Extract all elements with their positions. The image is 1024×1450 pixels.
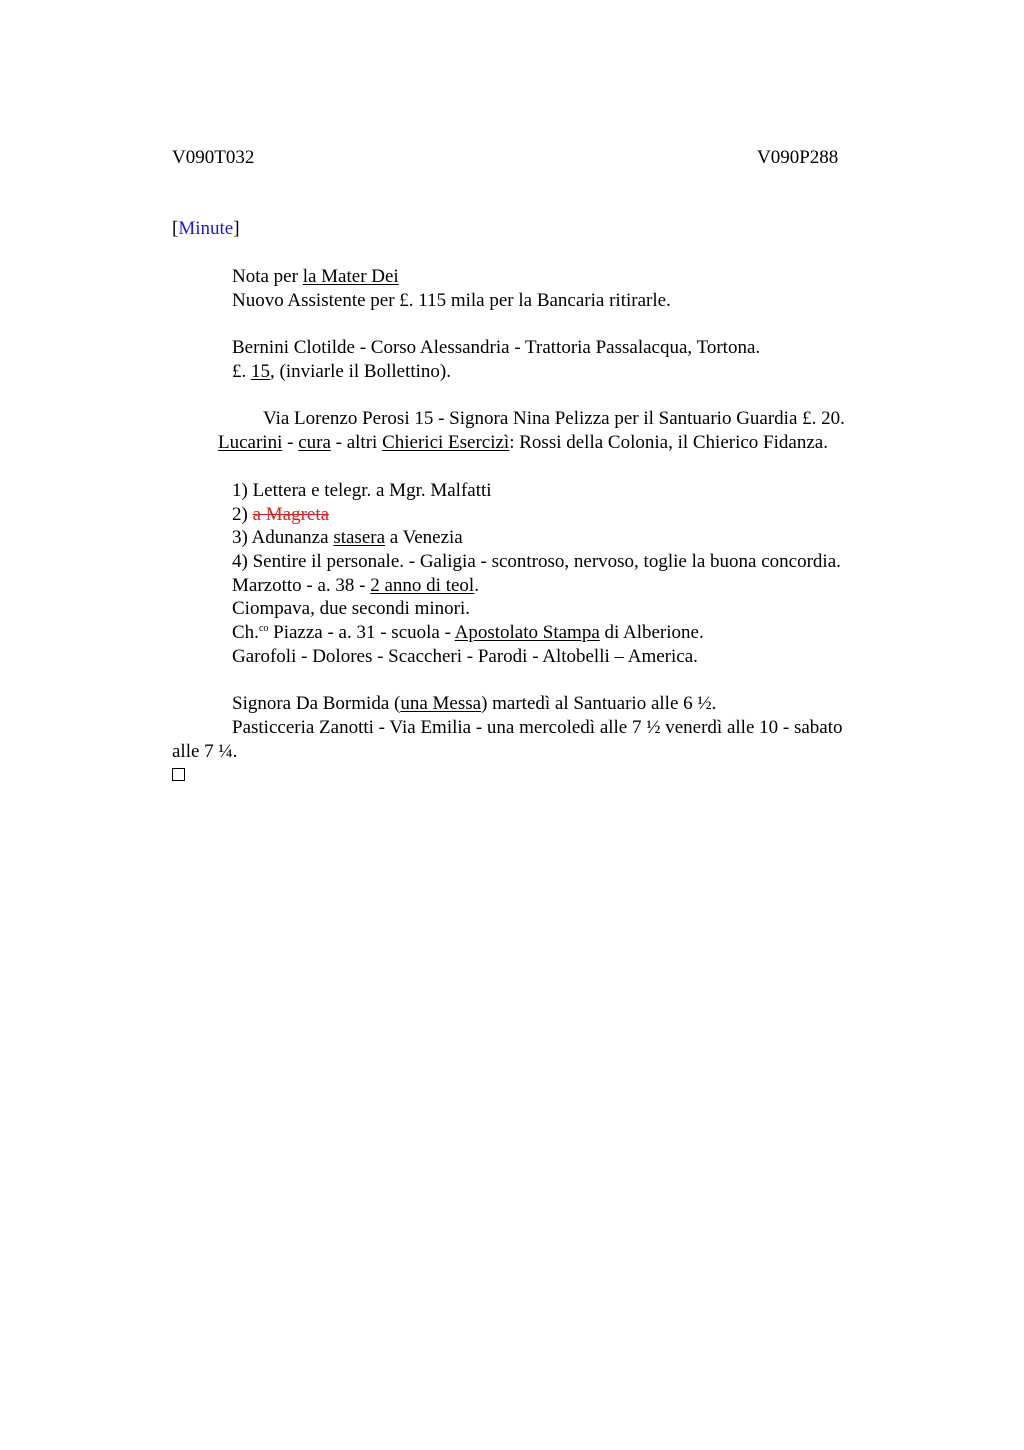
pasticceria-continuation: alle 7 ¼. <box>172 741 238 762</box>
section-label-minute: Minute <box>178 218 234 239</box>
nota-line <box>232 265 399 289</box>
perosi-line: Via Lorenzo Perosi 15 - Signora Nina Pelizza per il Santuario Guardia £. 20. <box>263 408 845 429</box>
bracket-close: ] <box>233 218 240 239</box>
nota-prefix: Nota per <box>232 266 303 287</box>
lucarini-name: Lucarini <box>218 432 283 453</box>
marzotto-suffix: . <box>474 575 479 596</box>
item3-underlined: stasera <box>333 527 386 548</box>
marzotto-line <box>232 574 479 598</box>
item3-suffix: a Venezia <box>385 527 463 548</box>
amount-line <box>232 360 451 384</box>
piazza-mid: Piazza - a. 31 - scuola - <box>268 622 455 643</box>
piazza-ch: Ch. <box>232 622 259 643</box>
marzotto-underlined: 2 anno di teol <box>370 575 475 596</box>
amount-value: 15 <box>251 361 270 382</box>
end-marker-box <box>172 768 185 781</box>
piazza-superscript: co <box>258 623 269 634</box>
bormida-suffix: ) martedì al Santuario alle 6 ½. <box>481 693 717 714</box>
list-item-1: 1) Lettera e telegr. a Mgr. Malfatti <box>232 480 492 501</box>
cura-word: cura <box>298 432 331 453</box>
right-reference-code: V090P288 <box>757 147 839 168</box>
marzotto-prefix: Marzotto - a. 38 - <box>232 575 371 596</box>
lucarini-rest: : Rossi della Colonia, il Chierico Fidanza. <box>509 432 828 453</box>
piazza-line <box>232 621 704 645</box>
piazza-suffix: di Alberione. <box>599 622 704 643</box>
lucarini-line <box>218 431 828 455</box>
amount-suffix: , (inviarle il Bollettino). <box>270 361 451 382</box>
una-messa: una Messa <box>400 693 482 714</box>
bernini-line: Bernini Clotilde - Corso Alessandria - Trattoria Passalacqua, Tortona. <box>232 337 761 358</box>
bormida-prefix: Signora Da Bormida ( <box>232 693 401 714</box>
pasticceria-line: Pasticceria Zanotti - Via Emilia - una mercoledì alle 7 ½ venerdì alle 10 - sabato <box>232 717 843 738</box>
list-item-3 <box>232 526 463 550</box>
section-heading <box>172 217 240 241</box>
left-reference-code: V090T032 <box>172 147 255 168</box>
struck-text: a Magreta <box>252 504 330 525</box>
item-number: 2) <box>232 504 253 525</box>
list-item-2 <box>232 503 329 527</box>
separator: - altri <box>330 432 383 453</box>
ciompava-line: Ciompava, due secondi minori. <box>232 598 470 619</box>
assistente-line: Nuovo Assistente per £. 115 mila per la Bancaria ritirarle. <box>232 290 671 311</box>
chierici-esercizi <box>382 432 509 453</box>
apostolato-stampa: Apostolato Stampa <box>454 622 600 643</box>
chierici-text: Chierici Esercizi <box>382 432 510 453</box>
bracket-open: [ <box>172 218 179 239</box>
amount-prefix: £. <box>232 361 251 382</box>
separator: - <box>282 432 299 453</box>
list-item-4: 4) Sentire il personale. - Galigia - scontroso, nervoso, toglie la buona concordia. <box>232 551 841 572</box>
bormida-line <box>232 692 716 716</box>
item3-prefix: 3) Adunanza <box>232 527 334 548</box>
garofoli-line: Garofoli - Dolores - Scaccheri - Parodi - Altobelli – America. <box>232 646 698 667</box>
nota-target: la Mater Dei <box>302 266 399 287</box>
